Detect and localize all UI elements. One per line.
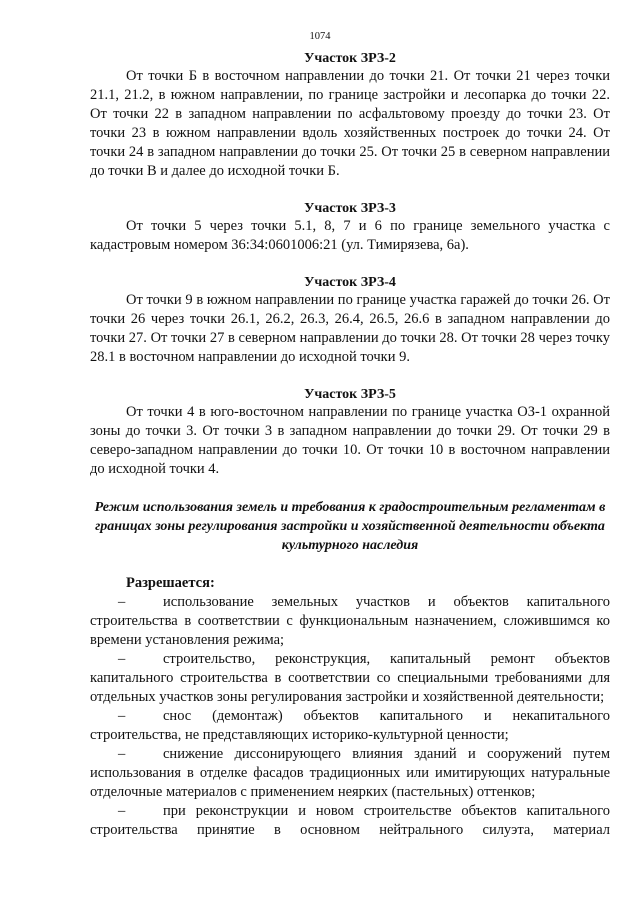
section-text-zrz-3: От точки 5 через точки 5.1, 8, 7 и 6 по границе земельного участка с кадастровым номером 36:34:0601006:21 (ул. Тимирязева, 6а).	[90, 218, 610, 253]
section-heading-zrz-2: Участок ЗРЗ-2	[304, 51, 396, 66]
bullet-dash: –	[118, 803, 126, 819]
document-body	[90, 50, 610, 840]
regime-heading: Режим использования земель и требования к градостроительным регламентам в границах зоны регулирования застройки и хозяйственной деятельности объекта культурного наследия	[94, 500, 606, 553]
permit-item	[90, 650, 610, 707]
page-number: 1074	[309, 31, 331, 42]
permit-item-text: строительство, реконструкция, капитальный ремонт объектов капитального строительства в соответствии со специальными требованиями для отдельных участков зоны регулирования застройки и хозяйственной деятельности;	[90, 651, 610, 705]
section-heading-zrz-5: Участок ЗРЗ-5	[304, 387, 396, 402]
section-text-zrz-2: От точки Б в восточном направлении до точки 21. От точки 21 через точки 21.1, 21.2, в южном направлении, по границе застройки и лесопарка до точки 22. От точки 22 в западном направлении по асфальтовому проезду до точки 23. От точки 23 в южном направлении вдоль хозяйственных построек до точки 24. От точки 24 в западном направлении до точки 25. От точки 25 в северном направлении до точки В и далее до исходной точки Б.	[90, 68, 610, 179]
bullet-dash: –	[118, 594, 126, 610]
section-text-zrz-5: От точки 4 в юго-восточном направлении по границе участка ОЗ-1 охранной зоны до точки 3. От точки 3 в западном направлении до точки 29. От точки 29 в северо-западном направлении до точки 10. От точки 10 в восточном направлении до исходной точки 4.	[90, 404, 610, 477]
section-heading-zrz-4: Участок ЗРЗ-4	[304, 275, 396, 290]
bullet-dash: –	[118, 651, 126, 667]
bullet-dash: –	[118, 746, 126, 762]
permit-item-text: при реконструкции и новом строительстве объектов капитального строительства принятие в основном нейтрального силуэта, материал	[90, 803, 610, 838]
permit-item	[90, 707, 610, 745]
permit-item	[90, 745, 610, 802]
section-text-zrz-4: От точки 9 в южном направлении по границе участка гаражей до точки 26. От точки 26 через точки 26.1, 26.2, 26.3, 26.4, 26.5, 26.6 в западном направлении до точки 27. От точки 27 в северном направлении до точки 28. От точки 28 через точку 28.1 в восточном направлении до исходной точки 9.	[90, 292, 610, 365]
permit-item-text: использование земельных участков и объектов капитального строительства в соответствии с функциональным назначением, сложившимся ко времени установления режима;	[90, 594, 610, 648]
permit-item-text: снижение диссонирующего влияния зданий и сооружений путем использования в отделке фасадов традиционных или имитирующих натуральные отделочные материалов с применением неярких (пастельных) оттенков;	[90, 746, 610, 800]
permit-item	[90, 802, 610, 840]
permit-item	[90, 593, 610, 650]
permit-item-text: снос (демонтаж) объектов капитального и некапитального строительства, не представляющих историко-культурной ценности;	[90, 708, 610, 743]
section-heading-zrz-3: Участок ЗРЗ-3	[304, 201, 396, 216]
bullet-dash: –	[118, 708, 126, 724]
permits-title: Разрешается:	[126, 575, 215, 591]
